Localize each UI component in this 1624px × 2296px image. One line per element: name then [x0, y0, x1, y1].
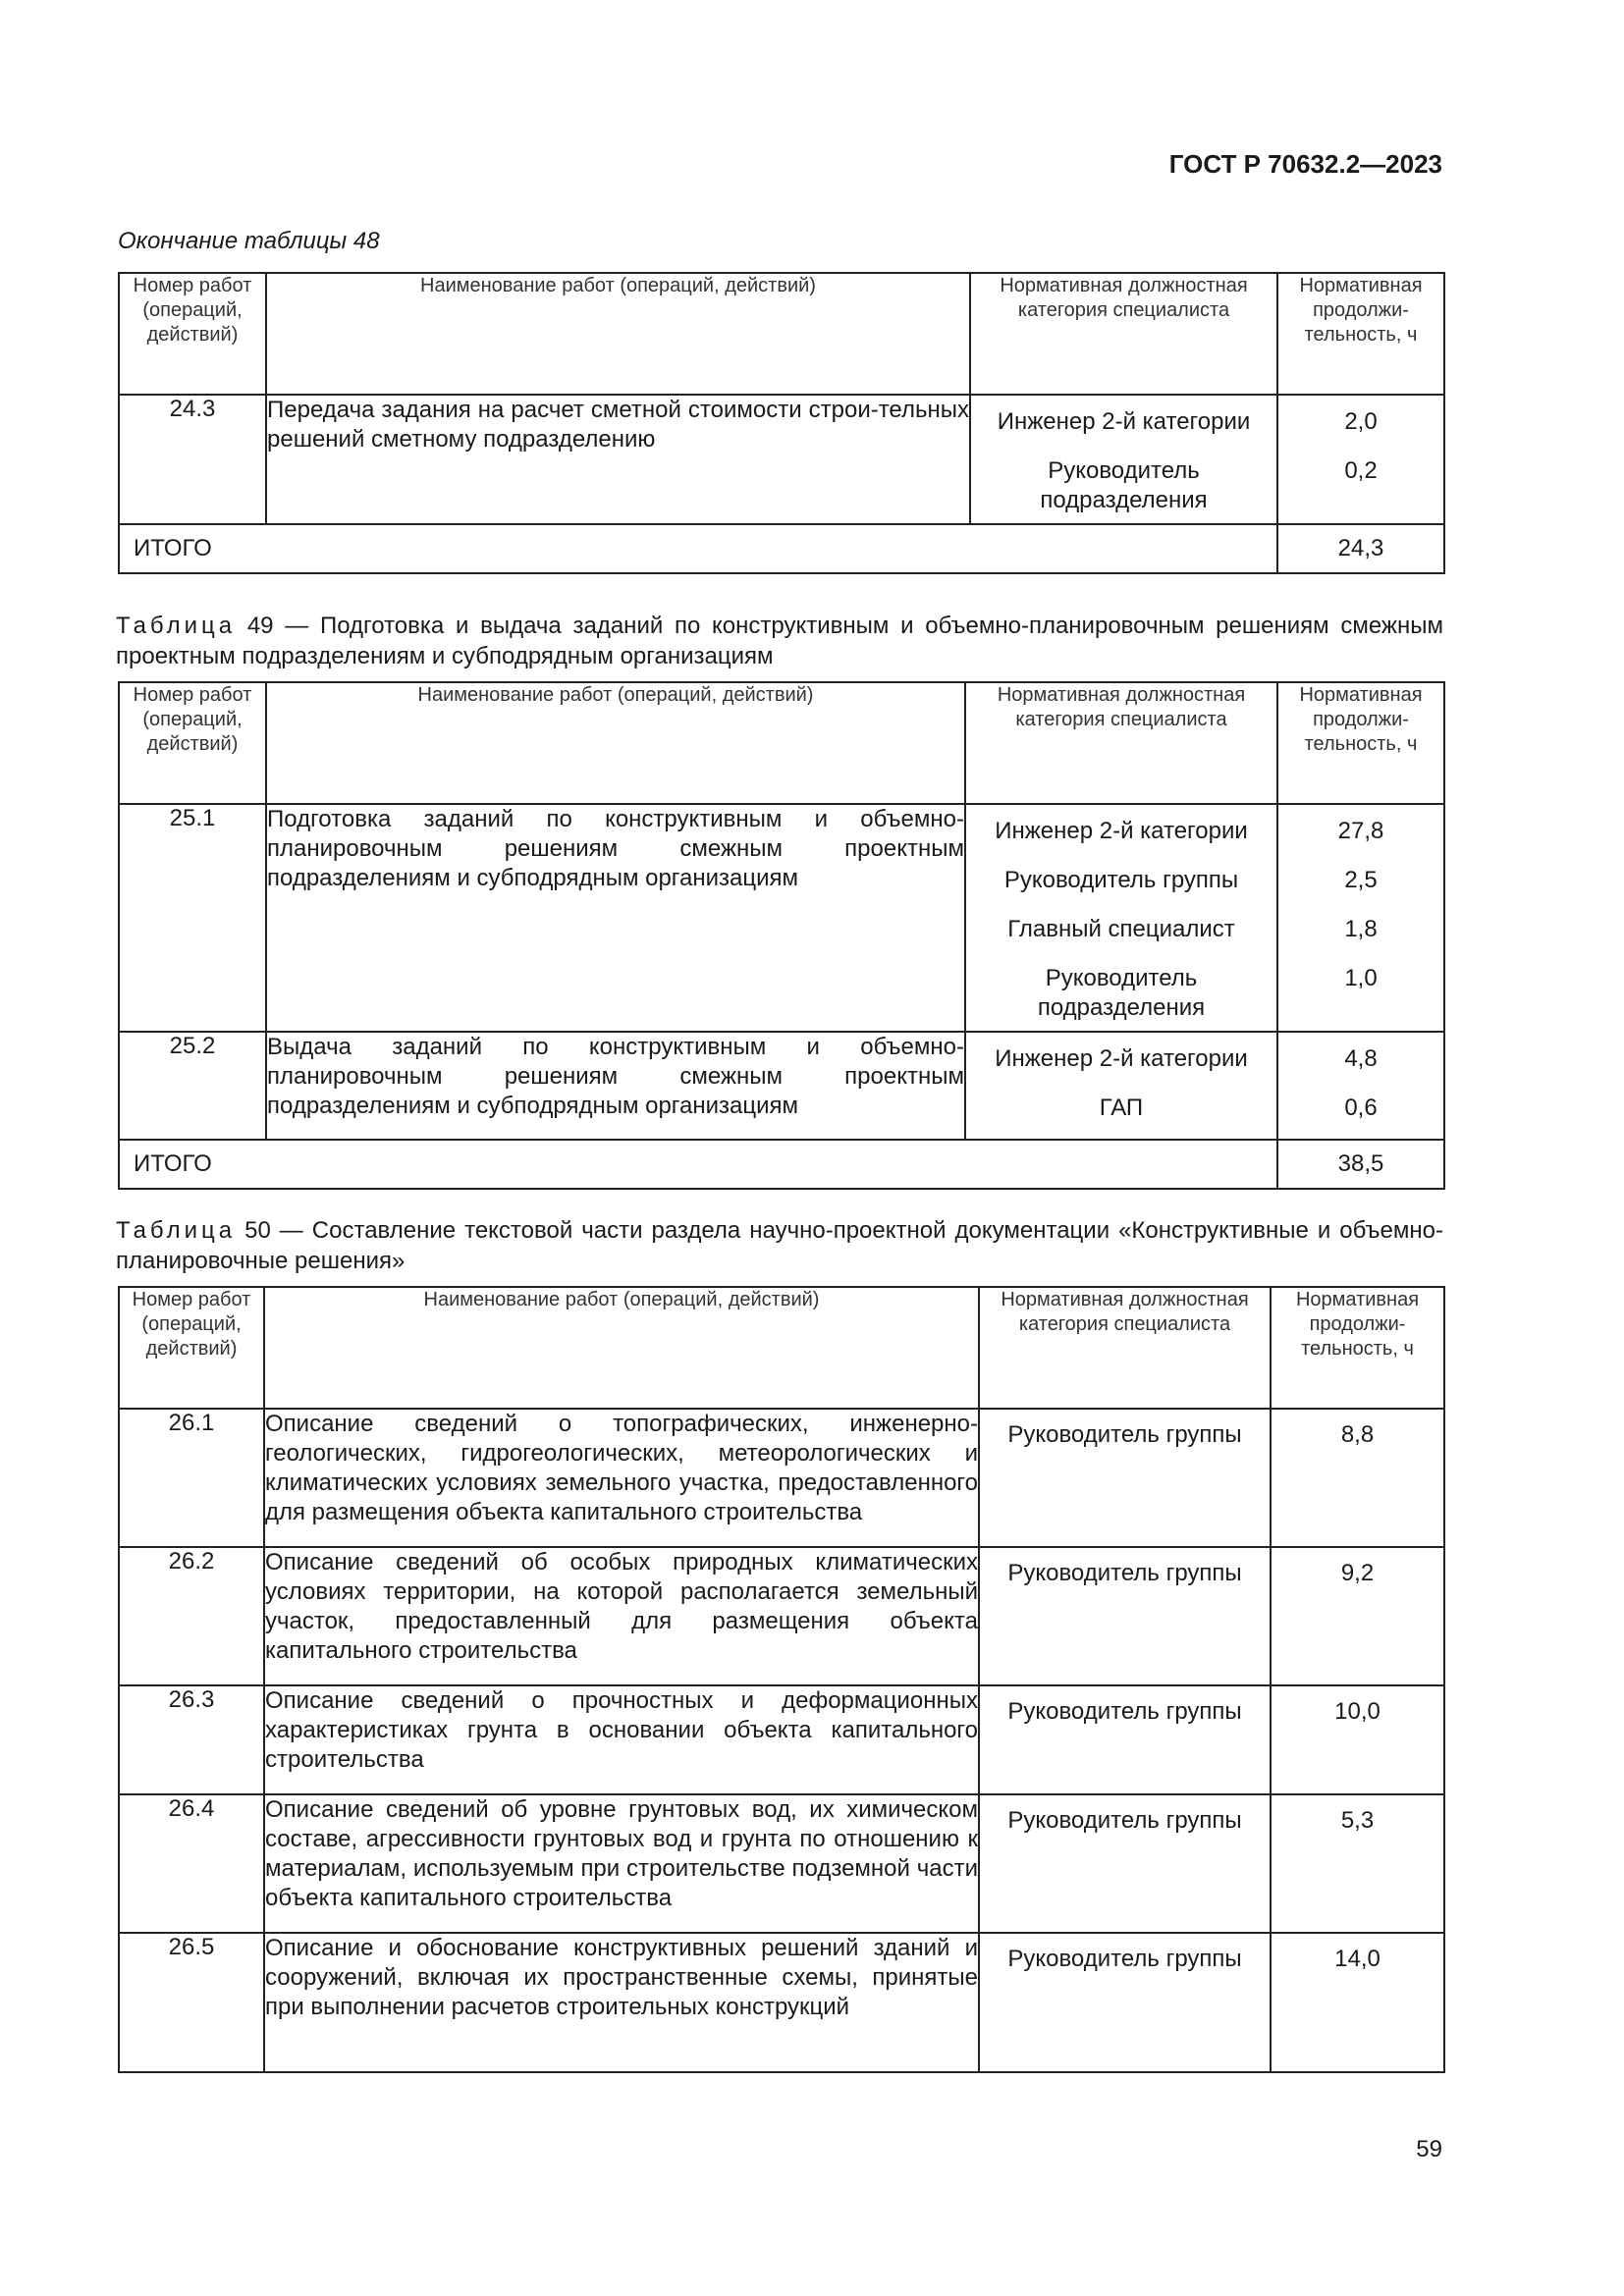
duration-item: 1,0	[1344, 965, 1378, 991]
category-item: Инженер 2-й категории	[995, 1045, 1248, 1072]
row-number: 26.2	[119, 1547, 264, 1685]
header-name: Наименование работ (операций, действий)	[266, 273, 970, 395]
row-duration: 5,3	[1271, 1794, 1444, 1933]
row-category: Руководитель группы	[979, 1933, 1271, 2072]
duration-item: 0,2	[1344, 457, 1378, 484]
table-row	[119, 1547, 1444, 1685]
row-name: Описание сведений о топографических, инженерно-геологических, гидрогеологических, метеорологических и климатических условиях земельного участка, предоставленного для размещения объекта капитального строительства	[264, 1409, 979, 1547]
table48-header-row	[119, 273, 1444, 395]
duration-item: 2,0	[1344, 408, 1378, 435]
header-category: Нормативная должностная категория специалиста	[970, 273, 1277, 395]
row-number: 26.5	[119, 1933, 264, 2072]
row-category: Руководитель группы	[979, 1547, 1271, 1685]
category-item: Руководитель подразделения	[1037, 965, 1206, 1021]
table49-header-row	[119, 682, 1444, 804]
row-number: 26.1	[119, 1409, 264, 1547]
header-name: Наименование работ (операций, действий)	[264, 1287, 979, 1409]
category-item: Инженер 2-й категории	[995, 818, 1248, 844]
total-value: 38,5	[1277, 1140, 1444, 1189]
table-row	[119, 1933, 1444, 2072]
table-row	[119, 1032, 1444, 1140]
table-row	[119, 1794, 1444, 1933]
row-name: Подготовка заданий по конструктивным и объемно-планировочным решениям смежным проектным подразделениям и субподрядным организациям	[266, 804, 965, 1032]
row-categories	[965, 1032, 1277, 1140]
duration-item: 0,6	[1344, 1095, 1378, 1121]
row-number: 25.2	[119, 1032, 266, 1140]
header-duration: Нормативная продолжи-тельность, ч	[1277, 682, 1444, 804]
header-duration: Нормативная продолжи-тельность, ч	[1277, 273, 1444, 395]
caption-text: 50 — Составление текстовой части раздела научно-проектной документации «Конструктивные и объемно-планировочные решения»	[116, 1217, 1443, 1274]
row-name: Описание и обоснование конструктивных решений зданий и сооружений, включая их пространственные схемы, принятые при выполнении расчетов строительных конструкций	[264, 1933, 979, 2072]
header-category: Нормативная должностная категория специалиста	[979, 1287, 1271, 1409]
row-category: Руководитель группы	[979, 1409, 1271, 1547]
category-item: Инженер 2-й категории	[997, 408, 1251, 435]
header-category: Нормативная должностная категория специалиста	[965, 682, 1277, 804]
row-number: 25.1	[119, 804, 266, 1032]
table50-header-row	[119, 1287, 1444, 1409]
row-category: Руководитель группы	[979, 1685, 1271, 1794]
header-number: Номер работ (операций, действий)	[119, 273, 266, 395]
row-name: Передача задания на расчет сметной стоимости строи-тельных решений сметному подразделению	[266, 395, 970, 524]
row-name: Описание сведений об уровне грунтовых вод, их химическом составе, агрессивности грунтовых вод и грунта по отношению к материалам, используемым при строительстве подземной части объекта капитального строительства	[264, 1794, 979, 1933]
category-item: Главный специалист	[1007, 916, 1235, 942]
table48-caption: Окончание таблицы 48	[118, 228, 380, 254]
table-row	[119, 1685, 1444, 1794]
table49	[118, 681, 1445, 1190]
row-duration: 10,0	[1271, 1685, 1444, 1794]
row-category: Руководитель группы	[979, 1794, 1271, 1933]
table-row	[119, 804, 1444, 1032]
duration-item: 1,8	[1344, 916, 1378, 942]
standard-designation: ГОСТ Р 70632.2—2023	[1168, 149, 1442, 179]
row-number: 26.4	[119, 1794, 264, 1933]
row-name: Описание сведений об особых природных климатических условиях территории, на которой располагается земельный участок, предоставленный для размещения объекта капитального строительства	[264, 1547, 979, 1685]
total-label: ИТОГО	[119, 524, 1277, 573]
row-duration: 14,0	[1271, 1933, 1444, 2072]
table-row	[119, 1409, 1444, 1547]
table48	[118, 272, 1445, 574]
table48-total-row	[119, 524, 1444, 573]
caption-text: 49 — Подготовка и выдача заданий по конструктивным и объемно-планировочным решениям смежным проектным подразделениям и субподрядным организациям	[116, 613, 1443, 669]
row-name: Описание сведений о прочностных и деформационных характеристиках грунта в основании объекта капитального строительства	[264, 1685, 979, 1794]
row-number: 26.3	[119, 1685, 264, 1794]
header-number: Номер работ (операций, действий)	[119, 1287, 264, 1409]
row-categories	[965, 804, 1277, 1032]
row-categories	[970, 395, 1277, 524]
row-duration: 8,8	[1271, 1409, 1444, 1547]
table49-total-row	[119, 1140, 1444, 1189]
total-label: ИТОГО	[119, 1140, 1277, 1189]
caption-prefix: Таблица	[116, 613, 237, 639]
duration-item: 4,8	[1344, 1045, 1378, 1072]
header-duration: Нормативная продолжи-тельность, ч	[1271, 1287, 1444, 1409]
table50	[118, 1286, 1445, 2073]
row-duration: 9,2	[1271, 1547, 1444, 1685]
row-name: Выдача заданий по конструктивным и объемно-планировочным решениям смежным проектным подразделениям и субподрядным организациям	[266, 1032, 965, 1140]
header-number: Номер работ (операций, действий)	[119, 682, 266, 804]
duration-item: 27,8	[1337, 818, 1384, 844]
total-value: 24,3	[1277, 524, 1444, 573]
header-name: Наименование работ (операций, действий)	[266, 682, 965, 804]
row-durations	[1277, 804, 1444, 1032]
category-item: Руководитель группы	[1003, 867, 1239, 893]
category-item: ГАП	[1099, 1095, 1144, 1121]
duration-item: 2,5	[1344, 867, 1378, 893]
row-number: 24.3	[119, 395, 266, 524]
page-number: 59	[1416, 2136, 1442, 2163]
row-durations	[1277, 1032, 1444, 1140]
table-row	[119, 395, 1444, 524]
row-durations	[1277, 395, 1444, 524]
table49-caption	[116, 611, 1443, 671]
caption-prefix: Таблица	[116, 1217, 237, 1244]
table50-caption	[116, 1215, 1443, 1276]
category-item: Руководитель подразделения	[1040, 457, 1208, 513]
